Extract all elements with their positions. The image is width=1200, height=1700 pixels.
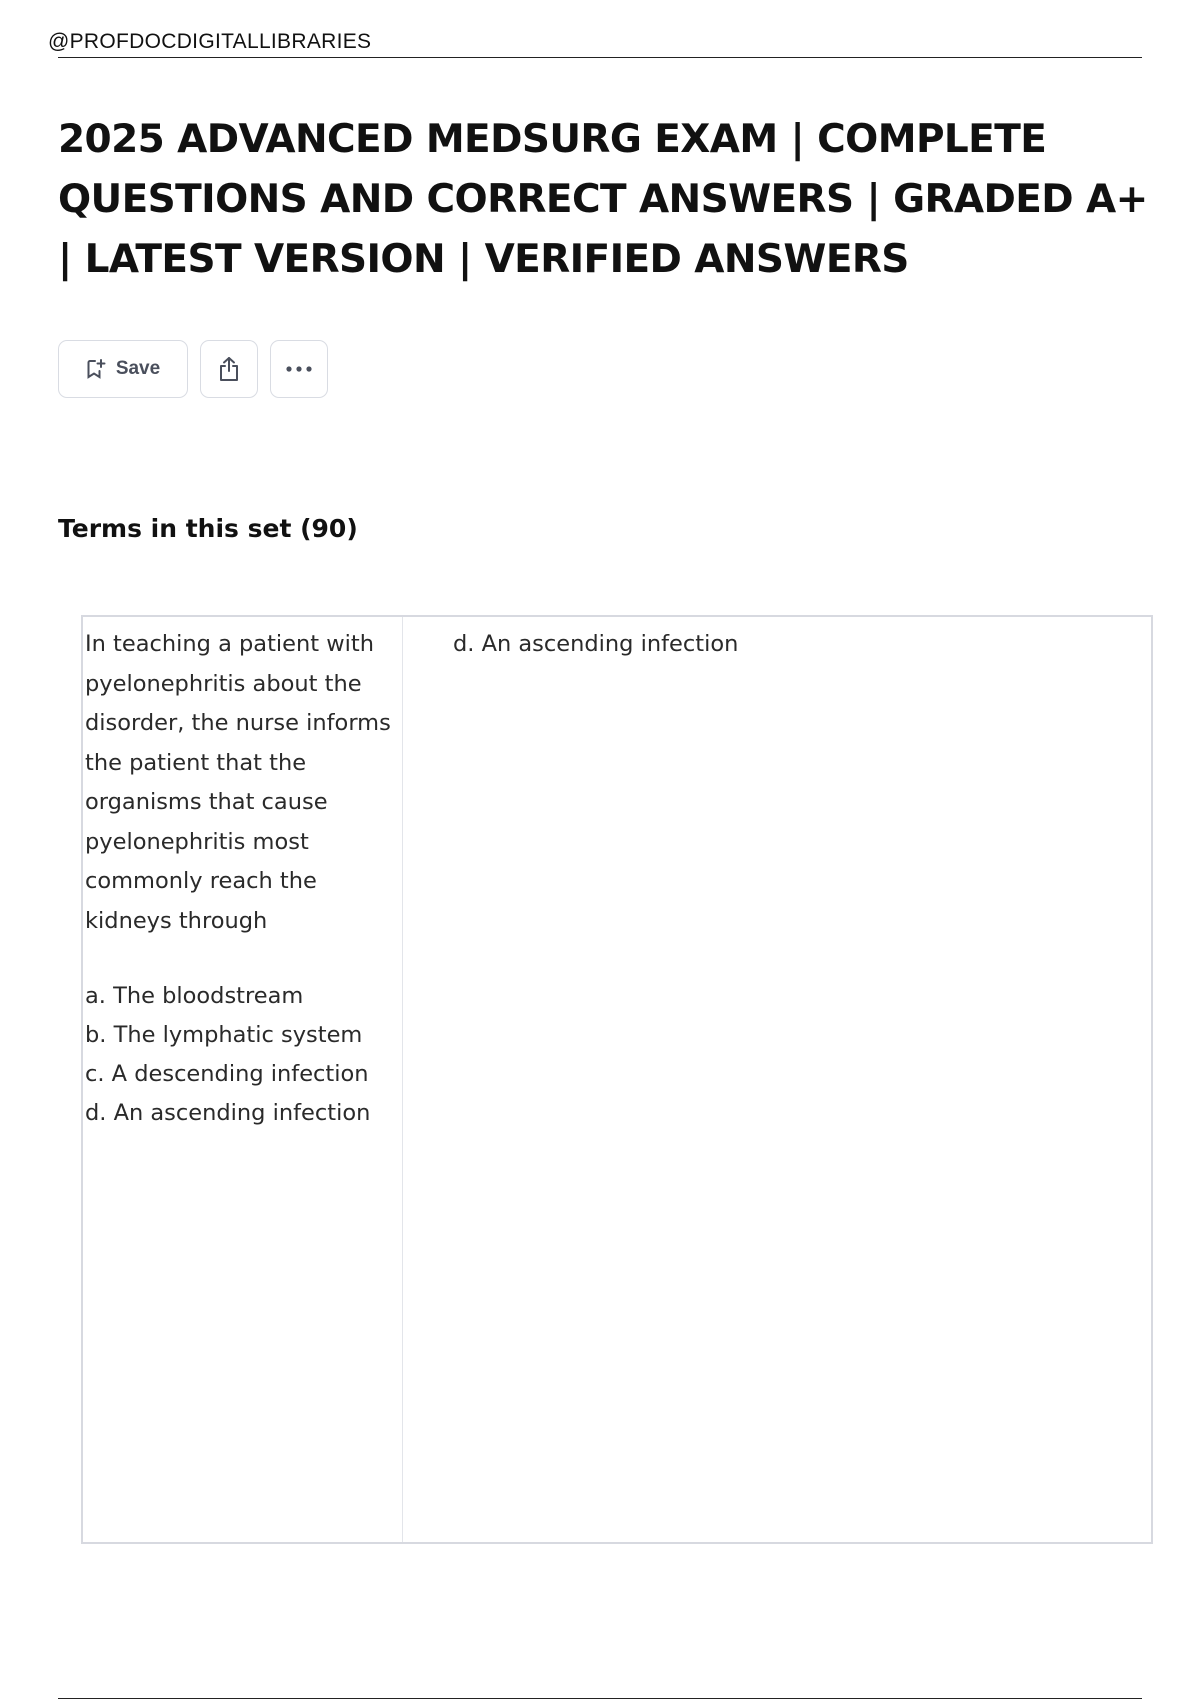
terms-count-heading: Terms in this set (90) [58,514,358,543]
save-button[interactable] [58,340,188,398]
option-a: a. The bloodstream [85,983,304,1009]
flashcard-row [81,615,1153,1544]
term-question: In teaching a patient with pyelonephritis about the disorder, the nurse informs the patient that the organisms that cause pyelonephritis most commonly reach the kidneys through [85,631,391,934]
page-title: 2025 ADVANCED MEDSURG EXAM | COMPLETE QUESTIONS AND CORRECT ANSWERS | GRADED A+ | LATEST VERSION | VERIFIED ANSWERS [58,117,1148,282]
save-icon [86,358,106,380]
save-label: Save [115,358,161,379]
share-icon [217,356,241,382]
definition-answer: d. An ascending infection [453,631,739,657]
term-column [83,617,403,1542]
option-b: b. The lymphatic system [85,1022,363,1048]
definition-column [403,617,1151,1542]
share-button[interactable] [200,340,258,398]
toolbar [58,340,328,398]
more-icon [285,365,313,373]
option-d: d. An ascending infection [85,1100,371,1126]
option-c: c. A descending infection [85,1061,369,1087]
watermark: @PROFDOCDIGITALLIBRARIES [48,30,372,53]
footer-divider [58,1698,1142,1699]
more-options-button[interactable] [270,340,328,398]
header-divider [58,57,1142,58]
answer-options [85,977,394,1133]
